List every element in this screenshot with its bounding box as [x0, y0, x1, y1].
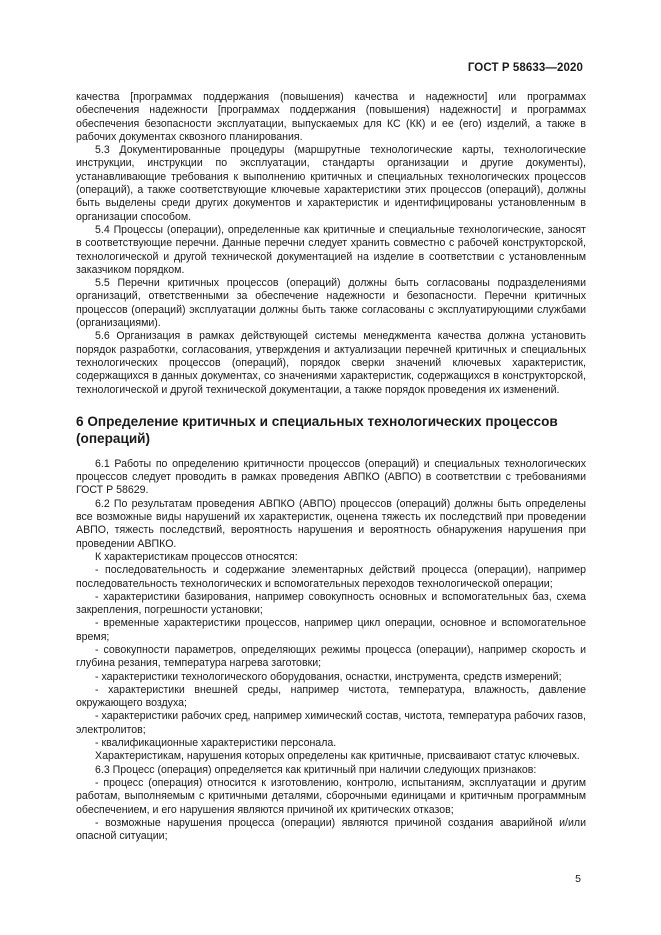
list-item: - характеристики технологического оборудования, оснастки, инструмента, средств измерений; [95, 670, 562, 683]
section-6-title: 6 Определение критичных и специальных технологических процессов (операций) [76, 413, 558, 446]
list-item: - характеристики рабочих сред, например химический состав, чистота, температура рабочих газов, электролитов; [76, 710, 586, 736]
key-characteristics-note: Характеристикам, нарушения которых определены как критичные, присваивают статус ключевых. [95, 750, 580, 763]
paragraph-6-2: 6.2 По результатам проведения АВПКО (АВПО) процессов (операций) должны быть определены все возможные виды нарушений их характеристик, оценена тяжесть их последствий при проведении АВПО, тяжесть последствий, вероятность нарушения и вероятность обнаружения нарушения при проведении АВПКО. [76, 497, 586, 550]
document-header-standard: ГОСТ Р 58633—2020 [467, 62, 583, 74]
list-item: - возможные нарушения процесса (операции) являются причиной создания аварийной и/или опасной ситуации; [76, 816, 586, 843]
paragraph-5-6: 5.6 Организация в рамках действующей системы менеджмента качества должна установить порядок разработки, согласования, утверждения и актуализации перечней критичных и специальных технологических процессов (операций), порядок сверки значений ключевых характеристик, содержащихся в данных документах, со значениями характеристик, содержащихся в конструкторской, технологической и другой технической документации, а также порядок проведения их изменений. [76, 330, 586, 396]
list-item: - квалификационные характеристики персонала. [95, 737, 337, 750]
paragraph-5-5: 5.5 Перечни критичных процессов (операций) должны быть согласованы подразделениями организаций, ответственными за обеспечение надежности и безопасности. Перечни критичных процессов (операций) эксплуатации должны быть также согласованы с эксплуатирующими службами (организациями). [76, 277, 586, 330]
list-item: - временные характеристики процессов, например цикл операции, основное и вспомогательное время; [76, 617, 586, 643]
paragraph-6-3: 6.3 Процесс (операция) определяется как критичный при наличии следующих признаков: [95, 763, 537, 776]
document-body [76, 91, 586, 843]
list-item: - характеристики внешней среды, например чистота, температура, влажность, давление окружающего воздуха; [76, 683, 586, 710]
list-item: - совокупности параметров, определяющих режимы процесса (операции), например скорость и глубина резания, температура нагрева заготовки; [76, 643, 586, 670]
characteristics-intro: К характеристикам процессов относятся: [95, 550, 298, 563]
paragraph-5-4: 5.4 Процессы (операции), определенные как критичные и специальные технологические, заносят в соответствующие перечни. Данные перечни следует хранить совместно с рабочей конструкторской, технологической и другой технической документацией на изделие в соответствии с установленным заказчиком порядком. [76, 223, 586, 276]
page-number: 5 [575, 873, 581, 885]
paragraph-continuation: качества [программах поддержания (повышения) качества и надежности] или программах обеспечения надежности [программах поддержания (повышения) надежности] и программах обеспечения безопасности эксплуатации, выпускаемых для КС (КК) и ее (его) изделий, а также в рабочих документах сквозного планирования. [76, 91, 586, 143]
list-item: - последовательность и содержание элементарных действий процесса (операции), например последовательность технологических и вспомогательных переходов технологической операции; [76, 564, 586, 590]
list-item: - процесс (операция) относится к изготовлению, контролю, испытаниям, эксплуатации и другим работам, выполняемым с критичными деталями, сборочными единицами и критичным программным обеспечением, и его нарушения являются причиной их критических отказов; [76, 776, 586, 816]
list-item: - характеристики базирования, например совокупность основных и вспомогательных баз, схема закрепления, погрешности установки; [76, 590, 586, 617]
paragraph-6-1: 6.1 Работы по определению критичности процессов (операций) и специальных технологических процессов следует проводить в рамках проведения АВПКО (АВПО) в соответствии с требованиями ГОСТ Р 58629. [76, 457, 586, 497]
paragraph-5-3: 5.3 Документированные процедуры (маршрутные технологические карты, технологические инструкции, инструкции по эксплуатации, стандарты организации и другие документы), устанавливающие требования к выполнению критичных и специальных технологических процессов (операций), а также соответствующие ключевые характеристики этих процессов (операций), должны быть выделены среди других документов и характеристик и идентифицированы установленным в организации способом. [76, 144, 586, 223]
